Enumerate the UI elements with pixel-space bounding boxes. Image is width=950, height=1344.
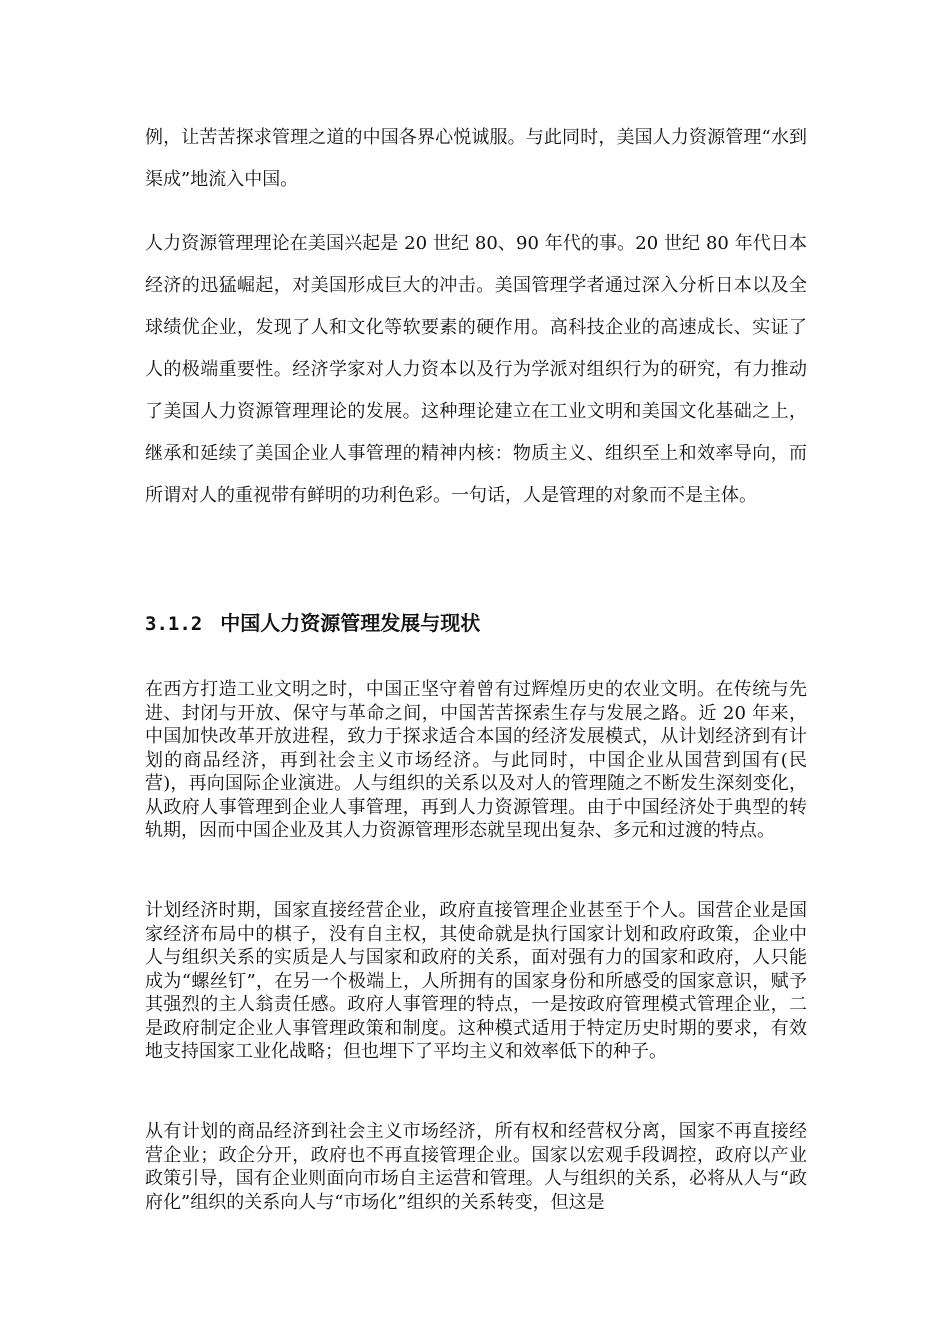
- paragraph-planned-economy: 计划经济时期，国家直接经营企业，政府直接管理企业甚至于个人。国营企业是国家经济布局中的棋子，没有自主权，其使命就是执行国家计划和政府政策，企业中人与组织关系的实质是人与国家和政府的关系，面对强有力的国家和政府，人只能成为“螺丝钉”，在另一个极端上，人所拥有的国家身份和所感受的国家意识，赋予其强烈的主人翁责任感。政府人事管理的特点，一是按政府管理模式管理企业，二是政府制定企业人事管理政策和制度。这种模式适用于特定历史时期的要求，有效地支持国家工业化战略；但也埋下了平均主义和效率低下的种子。: [145, 900, 807, 1062]
- paragraph-china-development: 在西方打造工业文明之时，中国正坚守着曾有过辉煌历史的农业文明。在传统与先进、封闭与开放、保守与革命之间，中国苦苦探索生存与发展之路。近 20 年来，中国加快改革开放进程，致力于探求适合本国的经济发展模式，从计划经济到有计划的商品经济，再到社会主义市场经济。与此同时，中国企业从国营到国有(民营)，再向国际企业演进。人与组织的关系以及对人的管理随之不断发生深刻变化，从政府人事管理到企业人事管理，再到人力资源管理。由于中国经济处于典型的转轨期，因而中国企业及其人力资源管理形态就呈现出复杂、多元和过渡的特点。: [145, 679, 807, 841]
- section-title: 中国人力资源管理发展与现状: [220, 611, 481, 635]
- section-number: 3.1.2: [145, 613, 203, 635]
- paragraph-market-economy: 从有计划的商品经济到社会主义市场经济，所有权和经营权分离，国家不再直接经营企业；政企分开，政府也不再直接管理企业。国家以宏观手段调控，政府以产业政策引导，国有企业则面向市场自主运营和管理。人与组织的关系，必将从人与“政府化”组织的关系向人与“市场化”组织的关系转变，但这是: [145, 1121, 807, 1213]
- paragraph-hrm-theory-origin: 人力资源管理理论在美国兴起是 20 世纪 80、90 年代的事。20 世纪 80 年代日本经济的迅猛崛起，对美国形成巨大的冲击。美国管理学者通过深入分析日本以及全球绩优企业，发现了人和文化等软要素的硬作用。高科技企业的高速成长、实证了人的极端重要性。经济学家对人力资本以及行为学派对组织行为的研究，有力推动了美国人力资源管理理论的发展。这种理论建立在工业文明和美国文化基础之上，继承和延续了美国企业人事管理的精神内核：物质主义、组织至上和效率导向，而所谓对人的重视带有鲜明的功利色彩。一句话，人是管理的对象而不是主体。: [145, 233, 807, 506]
- paragraph-continuation: 例，让苦苦探求管理之道的中国各界心悦诚服。与此同时，美国人力资源管理“水到渠成”地流入中国。: [145, 127, 807, 190]
- section-heading: [145, 606, 480, 641]
